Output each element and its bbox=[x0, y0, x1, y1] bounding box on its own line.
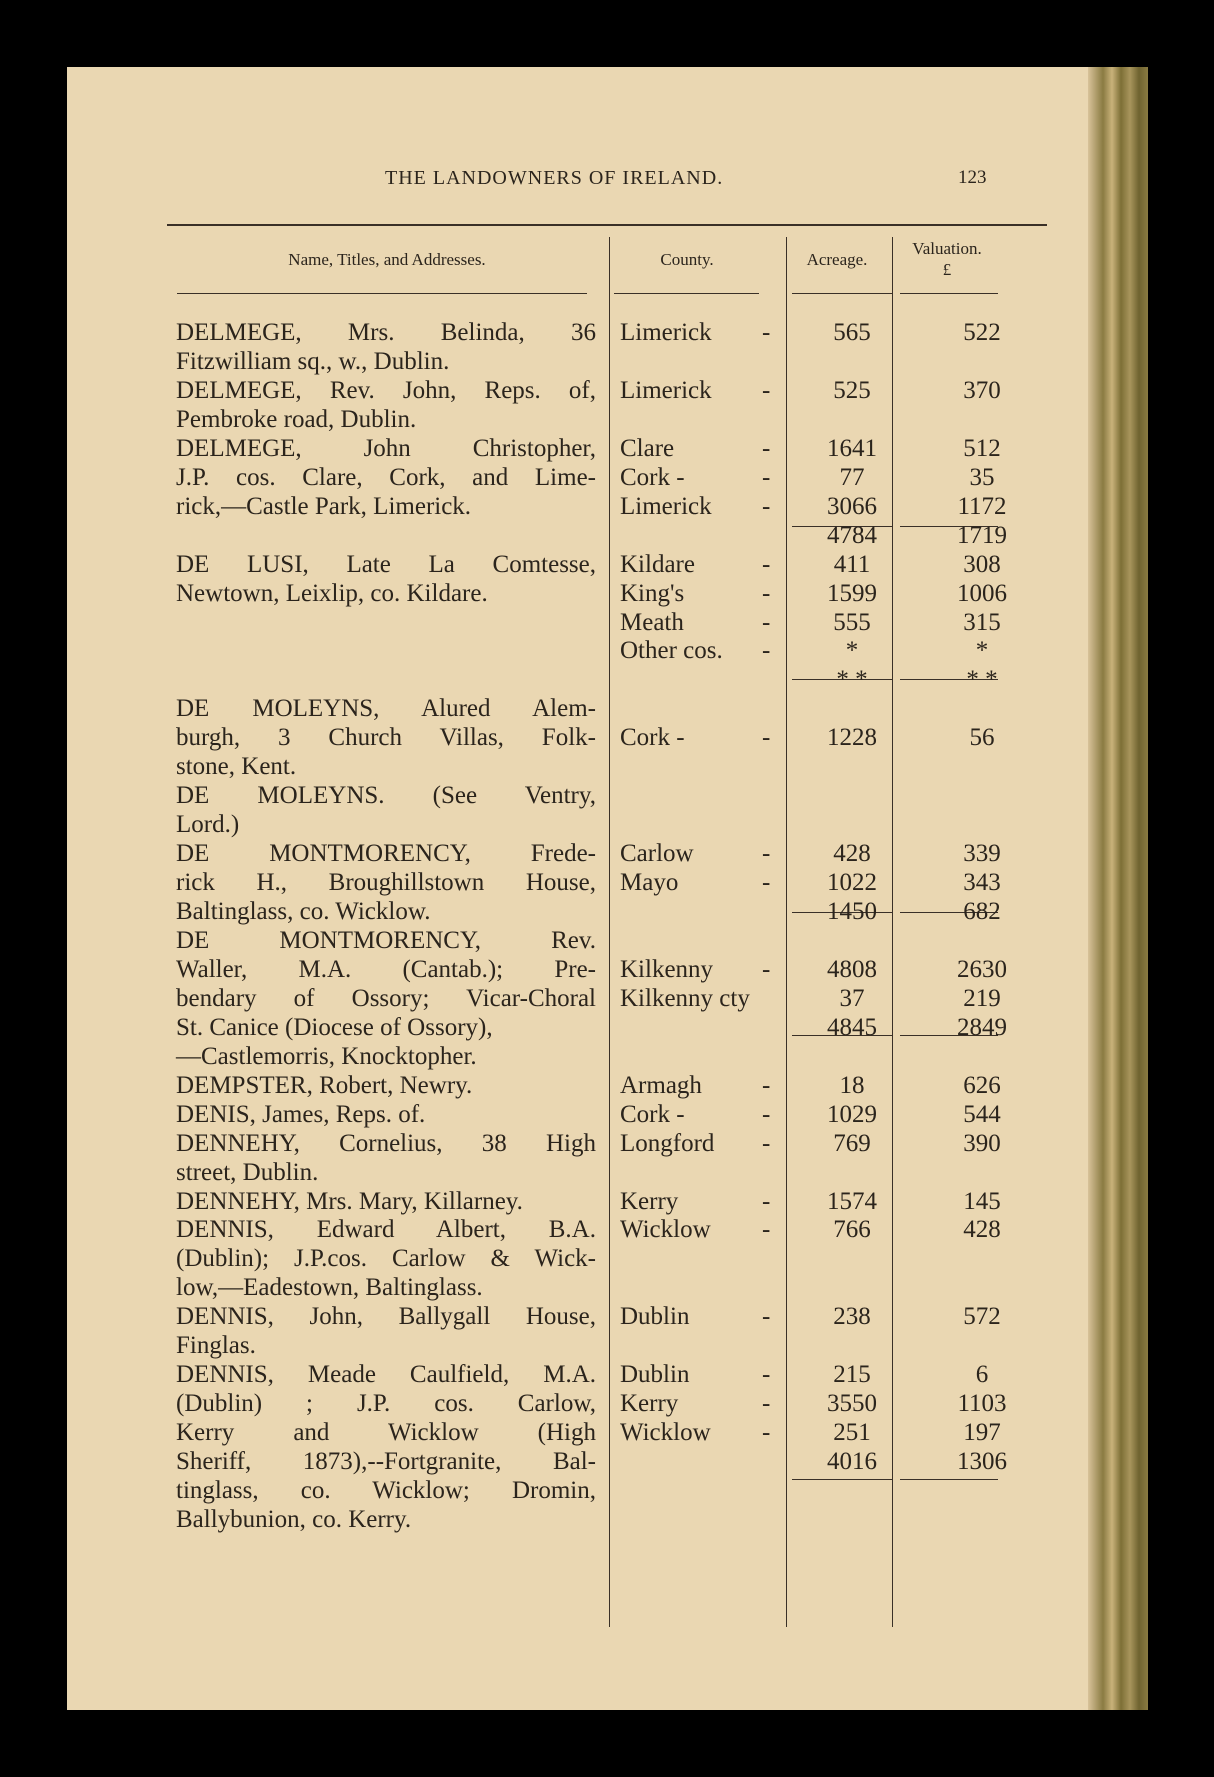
table-line bbox=[67, 1216, 1147, 1245]
table-line bbox=[67, 319, 1147, 348]
county-dash: - bbox=[762, 1216, 771, 1244]
acreage-cell: 4784 bbox=[827, 521, 877, 549]
header-name: Name, Titles, and Addresses. bbox=[288, 250, 486, 269]
header-acreage: Acreage. bbox=[806, 250, 868, 269]
acreage-cell: 1022 bbox=[827, 869, 877, 897]
table-line bbox=[67, 348, 1147, 377]
acreage-cell: 411 bbox=[833, 550, 871, 578]
landowner-name: burgh, 3 Church Villas, Folk- bbox=[176, 724, 596, 752]
table-line bbox=[67, 898, 1147, 927]
acreage-cell: * bbox=[845, 637, 859, 665]
table-line bbox=[67, 956, 1147, 985]
valuation-cell: 370 bbox=[963, 376, 1001, 404]
county-dash: - bbox=[762, 579, 771, 607]
table-line bbox=[67, 985, 1147, 1014]
acreage-cell: 1029 bbox=[827, 1100, 877, 1128]
acreage-cell: 215 bbox=[833, 1361, 871, 1389]
landowner-name: Sheriff, 1873),--Fortgranite, Bal- bbox=[176, 1448, 596, 1476]
valuation-cell: 522 bbox=[963, 319, 1001, 346]
acreage-cell: 4016 bbox=[827, 1448, 877, 1476]
valuation-cell: 1306 bbox=[957, 1448, 1007, 1476]
acreage-cell: 77 bbox=[839, 463, 865, 491]
county-dash: - bbox=[762, 492, 771, 520]
acreage-cell: 1641 bbox=[827, 434, 877, 462]
county-dash: - bbox=[762, 637, 771, 665]
landowner-name: tinglass, co. Wicklow; Dromin, bbox=[176, 1477, 596, 1504]
county-cell: Kilkenny cty bbox=[620, 984, 750, 1012]
valuation-cell: 512 bbox=[963, 434, 1001, 462]
landowner-name: Baltinglass, co. Wicklow. bbox=[176, 898, 431, 925]
county-cell: Kerry bbox=[620, 1390, 679, 1418]
table-line bbox=[67, 753, 1147, 782]
top-rule bbox=[167, 224, 1047, 226]
landowner-name: Pembroke road, Dublin. bbox=[176, 405, 417, 433]
valuation-cell: 145 bbox=[963, 1187, 1001, 1215]
valuation-cell: 219 bbox=[963, 984, 1001, 1012]
county-dash: - bbox=[762, 1187, 771, 1215]
table-line bbox=[67, 637, 1147, 666]
county-cell: Limerick bbox=[620, 376, 712, 404]
landowner-name: DENNEHY, Cornelius, 38 High bbox=[176, 1129, 596, 1157]
valuation-cell: 308 bbox=[963, 550, 1001, 578]
landowner-name: street, Dublin. bbox=[176, 1158, 319, 1186]
book-page bbox=[67, 67, 1147, 1710]
county-cell: Limerick bbox=[620, 319, 712, 346]
county-dash: - bbox=[762, 608, 771, 636]
valuation-cell: * * bbox=[966, 666, 998, 694]
county-cell: Longford bbox=[620, 1129, 715, 1157]
valuation-cell: 682 bbox=[963, 898, 1001, 925]
county-cell: Dublin bbox=[620, 1361, 690, 1389]
table-line bbox=[67, 1159, 1147, 1188]
table-line bbox=[67, 1014, 1147, 1043]
running-head-title: THE LANDOWNERS OF IRELAND. bbox=[385, 167, 724, 189]
acreage-cell: 4845 bbox=[827, 1013, 877, 1041]
valuation-cell: 1006 bbox=[957, 579, 1007, 607]
table-line bbox=[67, 377, 1147, 406]
acreage-cell: 3066 bbox=[827, 492, 877, 520]
valuation-cell: 197 bbox=[963, 1419, 1001, 1447]
county-cell: Carlow bbox=[620, 840, 694, 868]
running-head bbox=[67, 167, 1147, 197]
landowner-name: DENNEHY, Mrs. Mary, Killarney. bbox=[176, 1187, 523, 1215]
landowner-name: bendary of Ossory; Vicar-Choral bbox=[176, 984, 596, 1012]
county-cell: King's bbox=[620, 579, 685, 607]
valuation-cell: 2630 bbox=[957, 955, 1007, 983]
table-line bbox=[67, 927, 1147, 956]
page-number: 123 bbox=[958, 167, 987, 188]
landowner-name: —Castlemorris, Knocktopher. bbox=[176, 1042, 477, 1070]
county-cell: Clare bbox=[620, 434, 675, 462]
table-line bbox=[67, 1332, 1147, 1361]
valuation-cell: 6 bbox=[975, 1361, 989, 1389]
acreage-cell: 238 bbox=[833, 1303, 871, 1331]
landowner-name: DENIS, James, Reps. of. bbox=[176, 1100, 426, 1128]
landowner-name: DENNIS, Edward Albert, B.A. bbox=[176, 1216, 596, 1244]
acreage-cell: 18 bbox=[839, 1071, 865, 1099]
table-line bbox=[67, 551, 1147, 580]
header-rule-county bbox=[614, 293, 759, 294]
landowner-name: DELMEGE, Mrs. Belinda, 36 bbox=[176, 319, 596, 346]
county-dash: - bbox=[762, 1100, 771, 1128]
landowner-name: DELMEGE, John Christopher, bbox=[176, 434, 596, 462]
table-line bbox=[67, 464, 1147, 493]
landowner-name: Fitzwilliam sq., w., Dublin. bbox=[176, 347, 450, 375]
table-line bbox=[67, 1448, 1147, 1477]
table-line bbox=[67, 1072, 1147, 1101]
acreage-cell: 3550 bbox=[827, 1390, 877, 1418]
county-dash: - bbox=[762, 840, 771, 868]
valuation-cell: 1172 bbox=[957, 492, 1007, 520]
landowner-name: J.P. cos. Clare, Cork, and Lime- bbox=[176, 463, 596, 491]
county-cell: Wicklow bbox=[620, 1419, 711, 1447]
acreage-cell: * * bbox=[836, 666, 868, 694]
county-dash: - bbox=[762, 1303, 771, 1331]
landowner-name: DE MONTMORENCY, Rev. bbox=[176, 926, 596, 954]
landowner-name: stone, Kent. bbox=[176, 753, 297, 781]
landowner-name: Finglas. bbox=[176, 1332, 256, 1360]
table-line bbox=[67, 695, 1147, 724]
county-dash: - bbox=[762, 463, 771, 491]
acreage-cell: 555 bbox=[833, 608, 871, 636]
table-line bbox=[67, 724, 1147, 753]
table-line bbox=[67, 1390, 1147, 1419]
valuation-cell: 339 bbox=[963, 840, 1001, 868]
table-line bbox=[67, 580, 1147, 609]
county-cell: Armagh bbox=[620, 1071, 702, 1099]
landowner-name: rick,—Castle Park, Limerick. bbox=[176, 492, 472, 520]
landowner-name: (Dublin) ; J.P. cos. Carlow, bbox=[176, 1390, 596, 1418]
table-line bbox=[67, 1303, 1147, 1332]
acreage-cell: 428 bbox=[833, 840, 871, 868]
county-cell: Kerry bbox=[620, 1187, 679, 1215]
landowner-name: DEMPSTER, Robert, Newry. bbox=[176, 1071, 473, 1099]
landowner-name: DENNIS, John, Ballygall House, bbox=[176, 1303, 596, 1331]
county-cell: Dublin bbox=[620, 1303, 690, 1331]
table-line bbox=[67, 609, 1147, 638]
table-line bbox=[67, 1477, 1147, 1506]
header-rule-acreage bbox=[792, 293, 892, 294]
landowner-name: DE MOLEYNS. (See Ventry, bbox=[176, 782, 596, 810]
county-dash: - bbox=[762, 376, 771, 404]
table-line bbox=[67, 811, 1147, 840]
county-dash: - bbox=[762, 319, 771, 346]
valuation-cell: 1103 bbox=[957, 1390, 1007, 1418]
table-line bbox=[67, 1506, 1147, 1535]
valuation-cell: 544 bbox=[963, 1100, 1001, 1128]
county-dash: - bbox=[762, 434, 771, 462]
valuation-cell: 572 bbox=[963, 1303, 1001, 1331]
acreage-cell: 37 bbox=[839, 984, 865, 1012]
county-dash: - bbox=[762, 1419, 771, 1447]
landowner-name: DELMEGE, Rev. John, Reps. of, bbox=[176, 376, 596, 404]
table-line bbox=[67, 1361, 1147, 1390]
county-dash: - bbox=[762, 869, 771, 897]
county-cell: Limerick bbox=[620, 492, 712, 520]
county-cell: Wicklow bbox=[620, 1216, 711, 1244]
acreage-cell: 1599 bbox=[827, 579, 877, 607]
page-edge bbox=[1088, 67, 1148, 1710]
table-line bbox=[67, 1188, 1147, 1217]
header-valuation-unit: £ bbox=[942, 260, 952, 279]
valuation-cell: 390 bbox=[963, 1129, 1001, 1157]
landowner-name: rick H., Broughillstown House, bbox=[176, 869, 596, 897]
landowner-name: DE MOLEYNS, Alured Alem- bbox=[176, 695, 596, 723]
valuation-cell: 315 bbox=[963, 608, 1001, 636]
county-cell: Cork - bbox=[620, 463, 685, 491]
county-cell: Cork - bbox=[620, 724, 685, 752]
valuation-cell: 35 bbox=[969, 463, 995, 491]
acreage-cell: 4808 bbox=[827, 955, 877, 983]
table-line bbox=[67, 1419, 1147, 1448]
table-line bbox=[67, 1245, 1147, 1274]
county-dash: - bbox=[762, 955, 771, 983]
county-cell: Meath bbox=[620, 608, 684, 636]
county-dash: - bbox=[762, 1129, 771, 1157]
table-line bbox=[67, 666, 1147, 695]
county-dash: - bbox=[762, 724, 771, 752]
county-dash: - bbox=[762, 1361, 771, 1389]
county-cell: Kildare bbox=[620, 550, 695, 578]
landowner-name: Newtown, Leixlip, co. Kildare. bbox=[176, 579, 488, 607]
landowner-name: Lord.) bbox=[176, 811, 240, 839]
table-line bbox=[67, 1130, 1147, 1159]
table-line bbox=[67, 406, 1147, 435]
landowner-name: Waller, M.A. (Cantab.); Pre- bbox=[176, 955, 596, 983]
table-line bbox=[67, 1043, 1147, 1072]
valuation-cell: 626 bbox=[963, 1071, 1001, 1099]
county-dash: - bbox=[762, 1071, 771, 1099]
landowner-name: (Dublin); J.P.cos. Carlow & Wick- bbox=[176, 1245, 596, 1273]
acreage-cell: 251 bbox=[833, 1419, 871, 1447]
county-cell: Other cos. bbox=[620, 637, 723, 665]
header-county: County. bbox=[660, 250, 714, 269]
header-valuation: Valuation. bbox=[912, 239, 982, 258]
landowner-name: St. Canice (Diocese of Ossory), bbox=[176, 1013, 493, 1041]
landowner-name: low,—Eadestown, Baltinglass. bbox=[176, 1274, 483, 1302]
valuation-cell: 56 bbox=[969, 724, 995, 752]
acreage-cell: 769 bbox=[833, 1129, 871, 1157]
valuation-cell: 2849 bbox=[957, 1013, 1007, 1041]
table-line bbox=[67, 1101, 1147, 1130]
header-rule-name bbox=[177, 293, 587, 294]
acreage-cell: 565 bbox=[833, 319, 871, 346]
valuation-cell: 343 bbox=[963, 869, 1001, 897]
table-line bbox=[67, 782, 1147, 811]
county-cell: Cork - bbox=[620, 1100, 685, 1128]
county-dash: - bbox=[762, 1390, 771, 1418]
acreage-cell: 766 bbox=[833, 1216, 871, 1244]
landowner-name: DENNIS, Meade Caulfield, M.A. bbox=[176, 1361, 596, 1389]
landowner-name: Kerry and Wicklow (High bbox=[176, 1419, 596, 1447]
table-line bbox=[67, 840, 1147, 869]
valuation-cell: * bbox=[975, 637, 989, 665]
landowner-name: DE MONTMORENCY, Frede- bbox=[176, 840, 596, 868]
table-line bbox=[67, 1274, 1147, 1303]
table-line bbox=[67, 435, 1147, 464]
acreage-cell: 1228 bbox=[827, 724, 877, 752]
county-cell: Kilkenny bbox=[620, 955, 714, 983]
acreage-cell: 1574 bbox=[827, 1187, 877, 1215]
header-rule-valuation bbox=[900, 293, 998, 294]
table-line bbox=[67, 869, 1147, 898]
valuation-cell: 1719 bbox=[957, 521, 1007, 549]
landowner-name: Ballybunion, co. Kerry. bbox=[176, 1505, 412, 1533]
county-dash: - bbox=[762, 550, 771, 578]
landowner-name: DE LUSI, Late La Comtesse, bbox=[176, 550, 596, 578]
table-line bbox=[67, 522, 1147, 551]
table-line bbox=[67, 493, 1147, 522]
acreage-cell: 1450 bbox=[827, 898, 877, 925]
acreage-cell: 525 bbox=[833, 376, 871, 404]
county-cell: Mayo bbox=[620, 869, 679, 897]
valuation-cell: 428 bbox=[963, 1216, 1001, 1244]
